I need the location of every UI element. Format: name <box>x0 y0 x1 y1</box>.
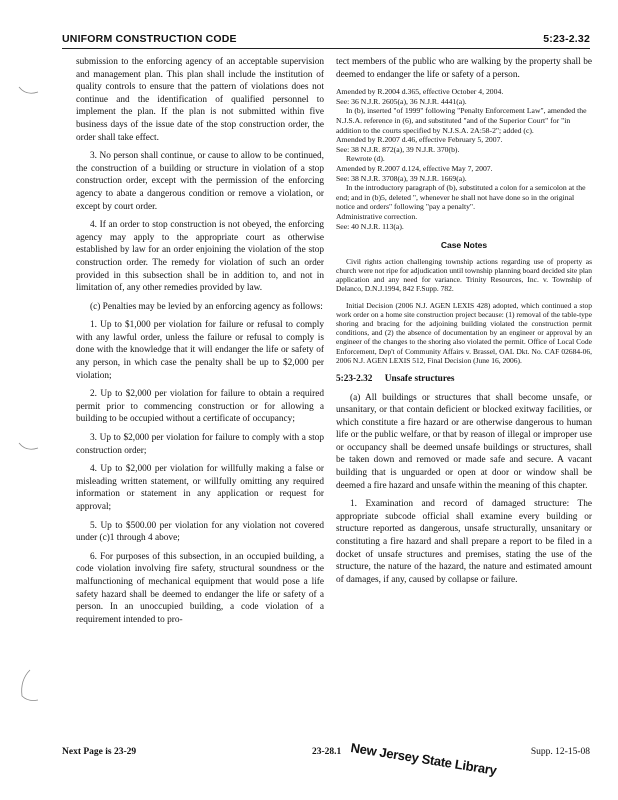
case-note: Initial Decision (2006 N.J. AGEN LEXIS 428) adopted, which continued a stop work order on a home site construction project because: (1) removal of the table-type shoring and bracing for the adjoining building violated the construction permit conditions, and (2) the absence of documentation by an engineer or approval by an engineer of the changes to the shoring also violated the permit. Office of Local Code Enforcement, Dep't of Community Affairs v. Brassel, OAL Dkt. No. CAF 02684-06, 2006 N.J. AGEN LEXIS 512, Final Decision (June 16, 2006). <box>336 300 592 365</box>
history-line: Amended by R.2007 d.124, effective May 7, 2007. <box>336 163 493 173</box>
running-header <box>62 32 590 49</box>
header-section-number: 5:23-2.32 <box>543 33 590 45</box>
case-note: Civil rights action challenging township actions regarding use of property as church were not ripe for adjudication until township planning board decided site plan application and any need for variance. Trinity Resources, Inc. v. Township of Delanco, D.N.J.1994, 842 F.Supp. 782. <box>336 256 592 294</box>
history-line: See: 38 N.J.R. 872(a), 39 N.J.R. 370(b). <box>336 144 460 154</box>
paragraph: submission to the enforcing agency of an acceptable supervision and management plan. This plan shall include the institution of quality controls to ensure that the pattern of violations does not continue and the identification of qualified personnel to implement the plan. If the plan is not submitted within five business days of the issue date of the stop construction order, the order shall take effect. <box>76 57 324 143</box>
history-line: See: 40 N.J.R. 113(a). <box>336 221 404 231</box>
supplement-date: Supp. 12-15-08 <box>530 747 590 757</box>
paragraph: 3. Up to $2,000 per violation for failure to comply with a stop construction order; <box>76 433 324 456</box>
history-line: See: 36 N.J.R. 2605(a), 36 N.J.R. 4441(a). <box>336 96 467 106</box>
history-line: In (b), inserted "of 1999" following "Penalty Enforcement Law", amended the N.J.S.A. reference in (6), and substituted "and of the Superior Court" for "in addition to the courts specified by N.J.S.A. 2A:58-2"; added (c). <box>336 106 587 135</box>
paragraph: 6. For purposes of this subsection, in an occupied building, a code violation involving fire safety, structural soundness or the malfunctioning of mechanical equipment that would pose a life safety hazard shall be deemed to endanger the life or safety of a person. In an unoccupied building, a code violation of a requirement intended to pro- <box>76 551 324 625</box>
history-notes <box>336 87 592 231</box>
section-heading <box>336 373 592 386</box>
margin-mark-icon <box>18 668 40 704</box>
history-line: Amended by R.2007 d.46, effective February 5, 2007. <box>336 135 503 145</box>
paragraph: tect members of the public who are walking by the property shall be deemed to endanger the life or safety of a person. <box>336 57 592 80</box>
page-number: 23-28.1 <box>312 747 342 757</box>
margin-mark-icon <box>18 84 40 98</box>
paragraph: 2. Up to $2,000 per violation for failure to obtain a required permit prior to commencing construction or for allowing a building to be occupied without a certificate of occupancy; <box>76 389 324 425</box>
left-column <box>76 56 324 632</box>
paragraph: 4. If an order to stop construction is not obeyed, the enforcing agency may apply to the appropriate court as otherwise established by law for an order enjoining the violation of the stop construction order. The remedy for violation of such an order provided in this subsection shall be in addition to, and not in limitation of, any other remedies provided by law. <box>76 220 324 294</box>
right-column <box>336 56 592 592</box>
margin-mark-icon <box>18 440 40 454</box>
history-line: Rewrote (d). <box>346 154 385 164</box>
paragraph: (c) Penalties may be levied by an enforcing agency as follows: <box>90 301 323 312</box>
paragraph: 4. Up to $2,000 per violation for willfully making a false or misleading written statement, or willfully omitting any required information or statement in any application or request for approval; <box>76 464 324 512</box>
history-line: In the introductory paragraph of (b), substituted a colon for a semicolon at the end; and in (b)5, deleted ", whenever he shall not have done so in the original notice and orders" following "pay a penalty". <box>336 183 586 212</box>
paragraph: 1. Up to $1,000 per violation for failure or refusal to comply with any lawful order, unless the failure or refusal to comply is done with the knowledge that it will endanger the life or safety of any person, in which case the penalty shall be up to $2,000 per violation; <box>76 320 324 381</box>
library-stamp: New Jersey State Library <box>349 740 498 778</box>
case-notes-heading: Case Notes <box>440 240 488 251</box>
next-page-note: Next Page is 23-29 <box>62 747 137 757</box>
history-line: Amended by R.2004 d.365, effective October 4, 2004. <box>336 87 504 97</box>
history-line: See: 38 N.J.R. 3708(a), 39 N.J.R. 1669(a). <box>336 173 467 183</box>
section-number: 5:23-2.32 <box>336 373 373 384</box>
section-title: Unsafe structures <box>384 373 455 384</box>
paragraph: 1. Examination and record of damaged structure: The appropriate subcode official shall examine every building or structure reported as dangerous, unsafe structurally, unsanitary or constituting a fire hazard and shall prepare a report to be filed in a docket of unsafe structures and premises, stating the use of the structure, the nature of the hazard, the nature and estimated amount of damages, if any, caused by collapse or failure. <box>336 499 592 585</box>
history-line: Administrative correction. <box>336 211 418 221</box>
paragraph: 3. No person shall continue, or cause to allow to be continued, the construction of a building or structure in violation of a stop construction order, except with the permission of the enforcing agency to abate a dangerous condition or remove a violation, or except by court order. <box>76 151 324 212</box>
header-title: UNIFORM CONSTRUCTION CODE <box>62 33 237 45</box>
paragraph: (a) All buildings or structures that shall become unsafe, or unsanitary, or that contain deficient or blocked exitway facilities, or which constitute a fire hazard or are otherwise dangerous to human life or the public welfare, or that by reason of illegal or improper use or occupancy shall be deemed unsafe buildings or structures, shall be taken down and removed or made safe and secure. A vacant building that is unguarded or open at door or window shall be deemed a fire hazard and unsafe within the meaning of this chapter. <box>336 392 592 491</box>
paragraph: 5. Up to $500.00 per violation for any violation not covered under (c)1 through 4 above; <box>76 520 324 544</box>
